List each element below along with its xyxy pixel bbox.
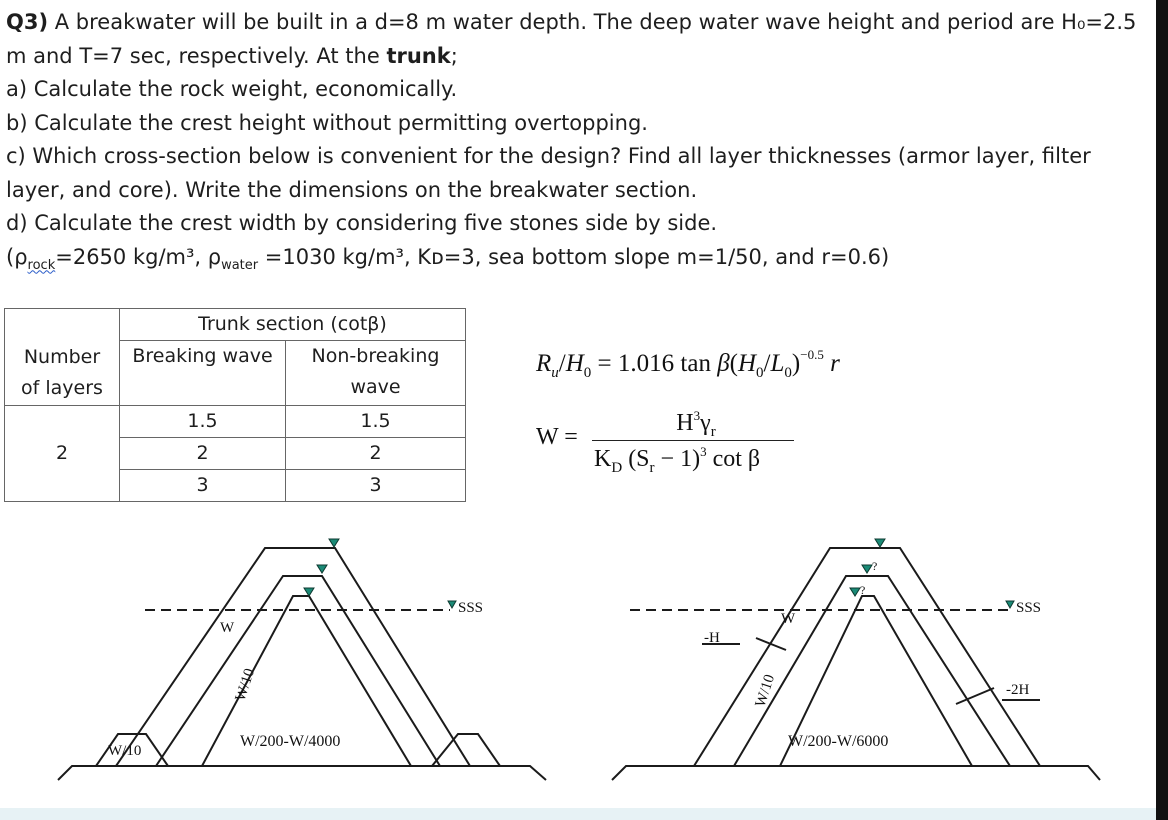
- part-b: b) Calculate the crest height without permitting overtopping.: [6, 110, 648, 135]
- trunk-section-table: [4, 308, 466, 502]
- weight-formula: [536, 410, 806, 490]
- left-label-w: W: [220, 620, 235, 636]
- left-label-w10-side: W/10: [232, 666, 259, 704]
- col-nonbreaking-line1: Non-breaking: [311, 345, 440, 367]
- col-number-of-layers: [5, 341, 120, 406]
- right-label-w: W: [781, 611, 796, 627]
- given-rho: (ρ: [6, 244, 28, 269]
- col-breaking-wave: Breaking wave: [120, 341, 286, 406]
- right-label-2h: -2H: [1006, 682, 1030, 698]
- right-label-w10-side: W/10: [752, 672, 779, 710]
- bottom-strip: [0, 808, 1156, 820]
- table-cell: 1.5: [286, 405, 466, 437]
- water-level-marker-right-core: [850, 588, 860, 596]
- runup-main: = 1.016 tan: [597, 350, 711, 377]
- right-label-sss: SSS: [1016, 600, 1042, 616]
- right-armor-toe-left: [756, 638, 786, 650]
- water-level-marker-right-top: [875, 539, 885, 547]
- table-cell: 2: [120, 437, 286, 469]
- right-seabed: [612, 766, 1100, 780]
- table-corner: [5, 309, 120, 341]
- given-rock-sub: rock: [27, 257, 56, 273]
- question-number: Q3): [6, 10, 49, 34]
- trunk-keyword: trunk: [386, 43, 451, 68]
- weight-denominator: $K_D$ $(S_r - 1)^3$ cot β: [594, 444, 761, 476]
- fraction-bar: [592, 440, 794, 441]
- breakwater-diagrams: [0, 520, 1156, 820]
- col-nonbreaking-wave: [286, 341, 466, 406]
- runup-exponent: −0.5: [800, 347, 824, 362]
- table-cell: 3: [120, 469, 286, 501]
- given-water-sub: water: [221, 257, 259, 273]
- window-frame-right: [1156, 0, 1168, 820]
- water-level-marker-left-core: [304, 588, 314, 596]
- table-cell: 1.5: [120, 405, 286, 437]
- left-label-core: W/200-W/4000: [240, 733, 341, 750]
- question-line-2: [6, 40, 1168, 74]
- runup-formula: $R_u/H_0 = 1.016$ $\tan \beta(H_0/L_0)^{-0.5}$ r: [536, 347, 840, 381]
- left-label-toe: W/10: [108, 743, 142, 759]
- question-line2-text: m and T=7 sec, respectively. At the: [6, 43, 380, 68]
- water-level-marker-left-sss: [448, 601, 456, 608]
- right-marker-q2: ?: [860, 583, 866, 597]
- table-cell: 3: [286, 469, 466, 501]
- part-c-line-1: c) Which cross-section below is convenient for the design? Find all layer thicknesses (armor layer, filter: [6, 144, 1091, 168]
- table-title: Trunk section (cotβ): [120, 309, 466, 341]
- part-c-line-2: layer, and core). Write the dimensions on the breakwater section.: [6, 177, 698, 202]
- part-a: a) Calculate the rock weight, economically.: [6, 77, 458, 101]
- left-seabed: [58, 766, 546, 780]
- water-level-marker-left-top: [329, 539, 339, 547]
- water-level-marker-right-sss: [1006, 601, 1014, 608]
- right-label-core: W/200-W/6000: [788, 733, 889, 750]
- question-text: [6, 6, 1168, 274]
- weight-numerator: $H^3\gamma_r$: [676, 408, 716, 440]
- given-rock-value: =2650 kg/m³, ρ: [55, 244, 222, 269]
- table-cell: 2: [286, 437, 466, 469]
- left-label-sss: SSS: [458, 600, 484, 616]
- col-nonbreaking-line2: wave: [350, 376, 401, 398]
- question-line2-end: ;: [450, 43, 458, 68]
- water-level-marker-right-mid: [862, 565, 872, 573]
- right-label-h: -H: [704, 630, 720, 646]
- given-rest: =1030 kg/m³, Kᴅ=3, sea bottom slope m=1/50, and r=0.6): [258, 244, 890, 269]
- weight-lhs: W =: [536, 424, 578, 450]
- part-d: d) Calculate the crest width by considering five stones side by side.: [6, 211, 718, 235]
- col-layers-label: Number of layers: [21, 345, 103, 399]
- right-marker-q1: ?: [872, 559, 878, 573]
- layers-value: 2: [5, 405, 120, 501]
- question-line-1: [6, 6, 1168, 40]
- water-level-marker-left-mid: [317, 565, 327, 573]
- question-statement: A breakwater will be built in a d=8 m water depth. The deep water wave height and period are H₀=2.5: [54, 10, 1137, 34]
- given-values: [6, 241, 1168, 275]
